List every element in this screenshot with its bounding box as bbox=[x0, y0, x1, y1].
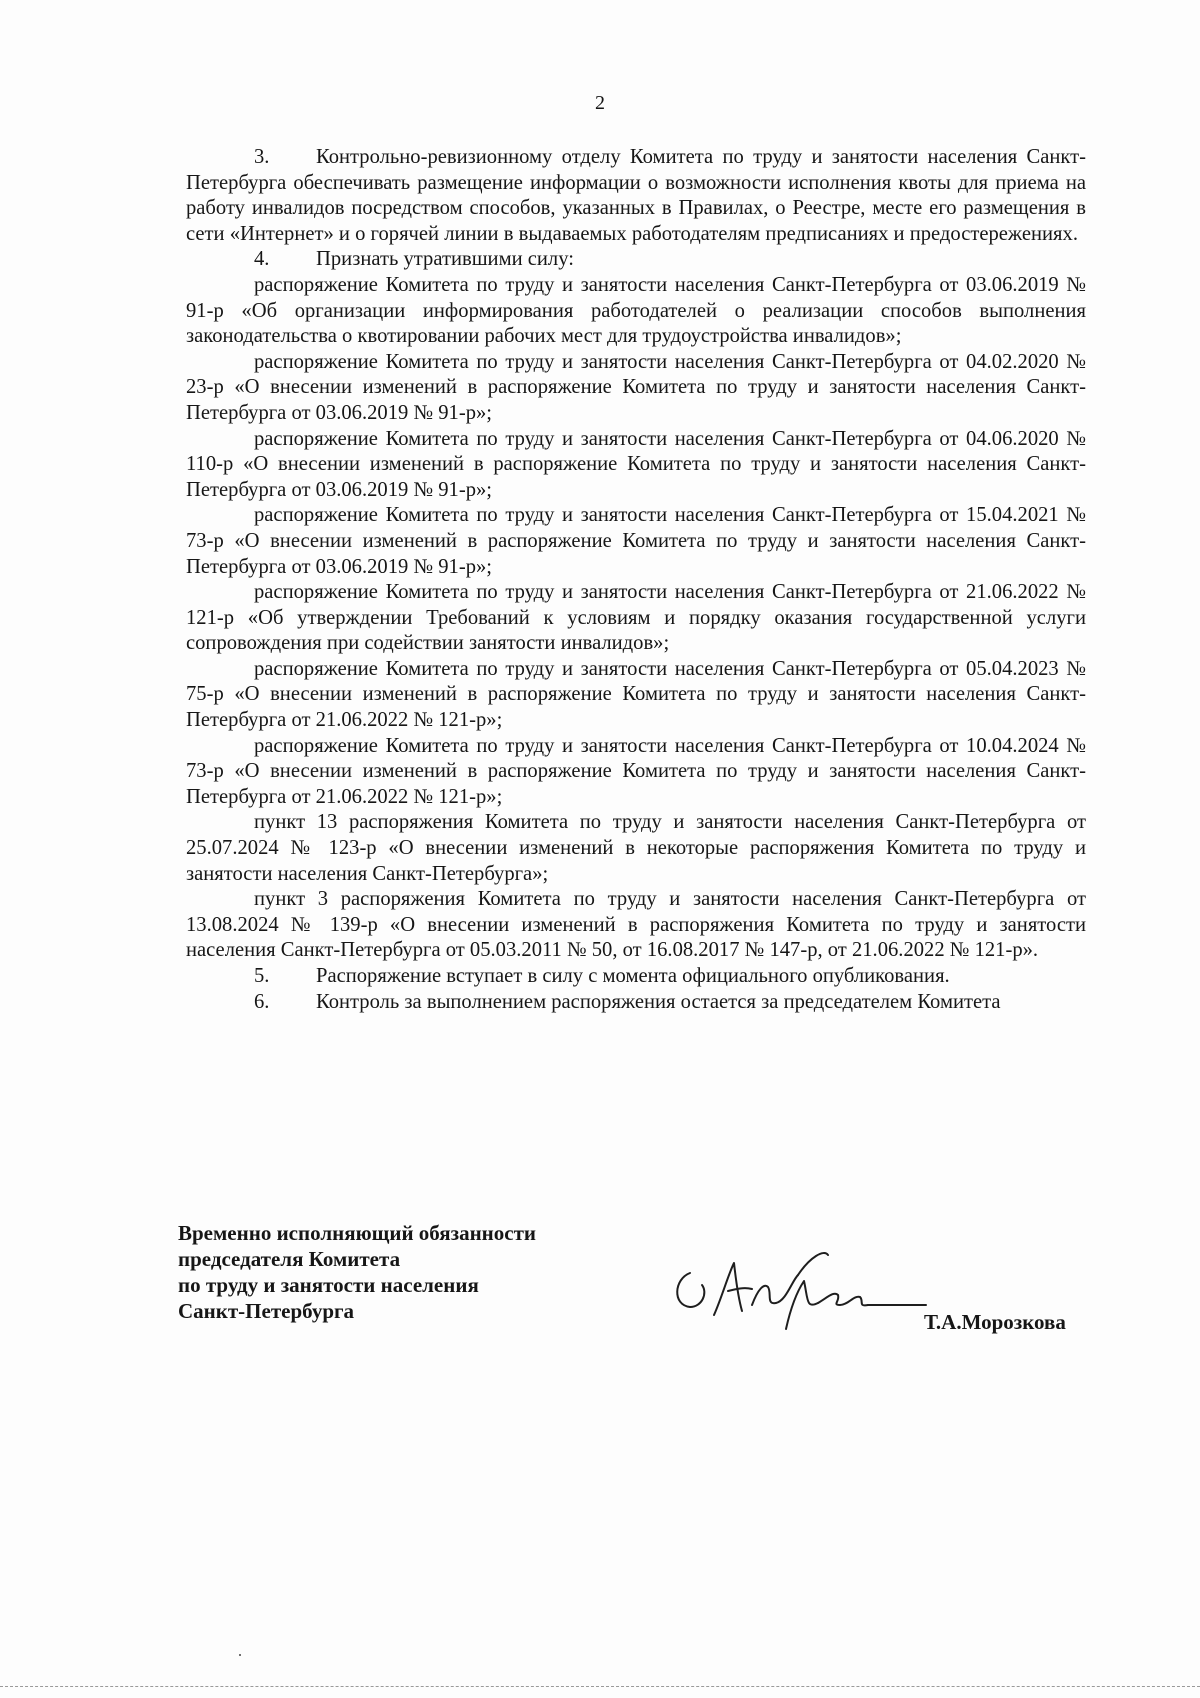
repealed-item: распоряжение Комитета по труду и занятости населения Санкт-Петербурга от 04.02.2020 № 23-р «О внесении изменений в распоряжение Комитета по труду и занятости населения Санкт-Петербурга от 03.06.2019 № 91-р»; bbox=[186, 350, 1086, 424]
paragraph-number: 5. bbox=[254, 965, 270, 987]
paragraph-text: Контроль за выполнением распоряжения остается за председателем Комитета bbox=[316, 990, 1001, 1013]
paragraph-number: 4. bbox=[254, 248, 270, 271]
position-line: Санкт-Петербурга bbox=[178, 1299, 355, 1323]
paragraph-text: Распоряжение вступает в силу с момента официального опубликования. bbox=[316, 965, 950, 987]
paragraph-number: 3. bbox=[254, 146, 270, 168]
paragraph-number: 6. bbox=[254, 990, 270, 1013]
paragraph-3 bbox=[186, 145, 1086, 247]
repealed-item: распоряжение Комитета по труду и занятости населения Санкт-Петербурга от 10.04.2024 № 73-р «О внесении изменений в распоряжение Комитета по труду и занятости населения Санкт-Петербурга от 21.06.2022 № 121-р»; bbox=[186, 734, 1086, 808]
repealed-item: пункт 13 распоряжения Комитета по труду и занятости населения Санкт-Петербурга от 25.07.2024 № 123-р «О внесении изменений в некоторые распоряжения Комитета по труду и занятости населения Санкт-Петербурга»; bbox=[186, 811, 1086, 885]
signatory-name: Т.А.Морозкова bbox=[924, 1310, 1066, 1334]
repealed-item: распоряжение Комитета по труду и занятости населения Санкт-Петербурга от 05.04.2023 № 75-р «О внесении изменений в распоряжение Комитета по труду и занятости населения Санкт-Петербурга от 21.06.2022 № 121-р»; bbox=[186, 657, 1086, 732]
scan-speck bbox=[239, 1654, 241, 1656]
position-line: по труду и занятости населения bbox=[178, 1273, 479, 1297]
paragraph-6 bbox=[186, 990, 1086, 1016]
repealed-item: распоряжение Комитета по труду и занятости населения Санкт-Петербурга от 21.06.2022 № 121-р «Об утверждении Требований к условиям и порядку оказания государственной услуги сопровождения при содействии занятости инвалидов»; bbox=[186, 581, 1086, 655]
scan-edge-line bbox=[0, 1686, 1200, 1687]
document-body bbox=[186, 145, 1086, 1015]
paragraph-text: Контрольно-ревизионному отделу Комитета по труду и занятости населения Санкт-Петербурга обеспечивать размещение информации о возможности исполнения квоты для приема на работу инвалидов посредством способов, указанных в Правилах, о Реестре, месте его размещения в сети «Интернет» и о горячей линии в выдаваемых работодателям предписаниях и предостережениях. bbox=[186, 146, 1086, 245]
paragraph-4 bbox=[186, 247, 1086, 273]
paragraph-text: Признать утратившими силу: bbox=[316, 248, 574, 271]
repealed-item: распоряжение Комитета по труду и занятости населения Санкт-Петербурга от 03.06.2019 № 91-р «Об организации информирования работодателей о реализации способов выполнения законодательства о квотировании рабочих мест для трудоустройства инвалидов»; bbox=[186, 273, 1086, 348]
page-number: 2 bbox=[595, 92, 605, 114]
repealed-item: распоряжение Комитета по труду и занятости населения Санкт-Петербурга от 04.06.2020 № 110-р «О внесении изменений в распоряжение Комитета по труду и занятости населения Санкт-Петербурга от 03.06.2019 № 91-р»; bbox=[186, 427, 1086, 501]
signatory-position bbox=[178, 1220, 536, 1324]
position-line: председателя Комитета bbox=[178, 1247, 401, 1271]
paragraph-5 bbox=[186, 964, 1086, 990]
repealed-item: распоряжение Комитета по труду и занятости населения Санкт-Петербурга от 15.04.2021 № 73-р «О внесении изменений в распоряжение Комитета по труду и занятости населения Санкт-Петербурга от 03.06.2019 № 91-р»; bbox=[186, 504, 1086, 578]
repealed-item: пункт 3 распоряжения Комитета по труду и занятости населения Санкт-Петербурга от 13.08.2024 № 139-р «О внесении изменений в распоряжения Комитета по труду и занятости населения Санкт-Петербурга от 05.03.2011 № 50, от 16.08.2017 № 147-р, от 21.06.2022 № 121-р». bbox=[186, 888, 1086, 962]
position-line: Временно исполняющий обязанности bbox=[178, 1221, 537, 1245]
